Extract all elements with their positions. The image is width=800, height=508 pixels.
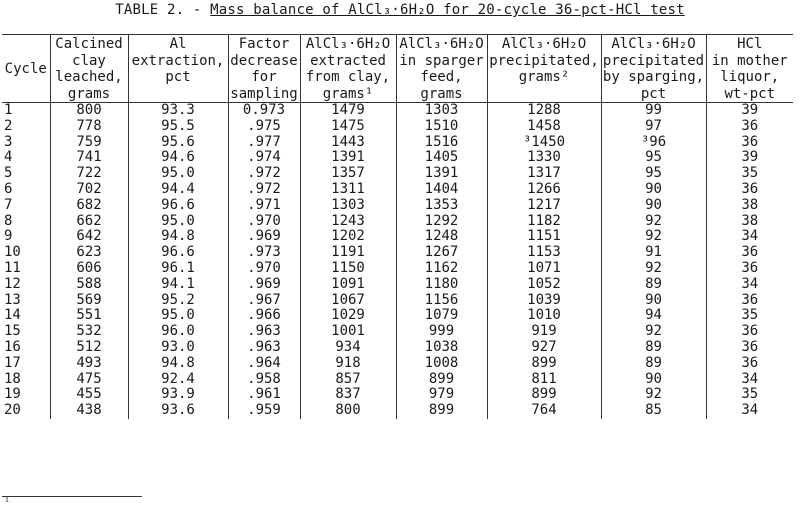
cell-clay: 662 [50, 214, 128, 230]
cell-hcl: 36 [741, 118, 759, 134]
cell-sparger: 1292 [396, 214, 487, 230]
cell-precip: 1151 [487, 229, 601, 245]
cell-clay: 759 [50, 135, 128, 151]
cell-sparger: 1353 [396, 198, 487, 214]
cell-precip: 764 [487, 403, 601, 419]
cell-precip_pct: ³96 [601, 135, 706, 151]
table-number: TABLE 2. - [115, 2, 211, 18]
cell-cycle: 18 [2, 372, 50, 388]
table-row [2, 356, 793, 372]
cell-cycle: 10 [2, 245, 50, 261]
cell-clay: 642 [50, 229, 128, 245]
cell-hcl: 34 [741, 229, 759, 245]
cell-cycle: 16 [2, 340, 50, 356]
cell-precip: 1317 [487, 166, 601, 182]
cell-precip_pct: 92 [601, 214, 706, 230]
cell-al: 95.0 [128, 308, 228, 324]
table-row [2, 182, 793, 198]
cell-cycle: 3 [2, 135, 50, 151]
cell-hcl: 36 [741, 260, 759, 276]
cell-precip_pct: 92 [601, 229, 706, 245]
cell-al: 95.0 [128, 214, 228, 230]
cell-sparger: 999 [396, 324, 487, 340]
cell-cycle: 7 [2, 198, 50, 214]
table-row [2, 229, 793, 245]
cell-hcl: 34 [741, 403, 759, 419]
cell-precip_pct: 90 [601, 293, 706, 309]
cell-extracted: 1150 [300, 261, 396, 277]
cell-sparger: 1391 [396, 166, 487, 182]
mass-balance-table [2, 34, 793, 419]
cell-cycle: 12 [2, 277, 50, 293]
cell-extracted: 934 [300, 340, 396, 356]
header-al: Al extraction, pct [128, 35, 228, 103]
cell-cycle: 8 [2, 214, 50, 230]
cell-factor: .963 [228, 340, 300, 356]
cell-precip: ³1450 [487, 135, 601, 151]
cell-al: 96.1 [128, 261, 228, 277]
cell-clay: 623 [50, 245, 128, 261]
cell-cycle: 11 [2, 261, 50, 277]
cell-hcl: 34 [741, 276, 759, 292]
cell-precip: 1039 [487, 293, 601, 309]
cell-precip_pct: 95 [601, 166, 706, 182]
header-precip: AlCl₃·6H₂O precipitated, grams² [487, 35, 601, 103]
cell-hcl: 36 [741, 355, 759, 371]
cell-clay: 532 [50, 324, 128, 340]
cell-extracted: 1443 [300, 135, 396, 151]
cell-hcl: 34 [741, 371, 759, 387]
header-factor: Factor decrease for sampling [228, 35, 300, 103]
cell-hcl: 35 [741, 387, 759, 403]
cell-hcl: 36 [741, 339, 759, 355]
cell-hcl: 39 [741, 150, 759, 166]
cell-factor: .974 [228, 150, 300, 166]
cell-sparger: 1248 [396, 229, 487, 245]
cell-cycle: 20 [2, 403, 50, 419]
cell-clay: 569 [50, 293, 128, 309]
cell-clay: 551 [50, 308, 128, 324]
table-row [2, 387, 793, 403]
cell-factor: .963 [228, 324, 300, 340]
cell-factor: .975 [228, 119, 300, 135]
cell-precip_pct: 90 [601, 182, 706, 198]
cell-precip: 1052 [487, 277, 601, 293]
header-hcl: HCl in mother liquor, wt-pct [706, 35, 793, 103]
table-row [2, 261, 793, 277]
cell-clay: 606 [50, 261, 128, 277]
cell-sparger: 1267 [396, 245, 487, 261]
cell-hcl: 38 [741, 213, 759, 229]
cell-clay: 741 [50, 150, 128, 166]
cell-hcl: 36 [741, 134, 759, 150]
cell-al: 96.6 [128, 245, 228, 261]
cell-sparger: 979 [396, 387, 487, 403]
cell-sparger: 1516 [396, 135, 487, 151]
table-row [2, 277, 793, 293]
cell-sparger: 1008 [396, 356, 487, 372]
cell-al: 93.3 [128, 103, 228, 119]
table-row [2, 150, 793, 166]
cell-al: 93.6 [128, 403, 228, 419]
cell-clay: 455 [50, 387, 128, 403]
header-cycle: Cycle [2, 35, 50, 103]
cell-precip_pct: 89 [601, 356, 706, 372]
table-row [2, 372, 793, 388]
cell-sparger: 1180 [396, 277, 487, 293]
cell-factor: 0.973 [228, 103, 300, 119]
cell-precip_pct: 85 [601, 403, 706, 419]
cell-precip: 899 [487, 387, 601, 403]
cell-clay: 682 [50, 198, 128, 214]
cell-hcl: 35 [741, 166, 759, 182]
cell-precip_pct: 97 [601, 119, 706, 135]
cell-precip_pct: 92 [601, 324, 706, 340]
cell-factor: .959 [228, 403, 300, 419]
cell-factor: .977 [228, 135, 300, 151]
cell-cycle: 13 [2, 293, 50, 309]
cell-precip: 919 [487, 324, 601, 340]
table-body [2, 103, 793, 419]
cell-clay: 702 [50, 182, 128, 198]
cell-cycle: 19 [2, 387, 50, 403]
cell-clay: 722 [50, 166, 128, 182]
table-row [2, 403, 793, 419]
cell-precip_pct: 99 [601, 103, 706, 119]
cell-al: 94.4 [128, 182, 228, 198]
cell-al: 93.0 [128, 340, 228, 356]
cell-factor: .969 [228, 277, 300, 293]
cell-extracted: 1029 [300, 308, 396, 324]
table-row [2, 293, 793, 309]
cell-precip: 1458 [487, 119, 601, 135]
cell-hcl: 38 [741, 197, 759, 213]
cell-precip_pct: 90 [601, 198, 706, 214]
cell-cycle: 15 [2, 324, 50, 340]
cell-clay: 512 [50, 340, 128, 356]
cell-extracted: 857 [300, 372, 396, 388]
cell-sparger: 1162 [396, 261, 487, 277]
cell-al: 95.0 [128, 166, 228, 182]
cell-hcl: 36 [741, 245, 759, 261]
cell-al: 92.4 [128, 372, 228, 388]
cell-cycle: 5 [2, 166, 50, 182]
cell-factor: .967 [228, 293, 300, 309]
footnote: ¹ [4, 497, 11, 508]
cell-precip_pct: 89 [601, 277, 706, 293]
cell-extracted: 1311 [300, 182, 396, 198]
cell-clay: 438 [50, 403, 128, 419]
cell-sparger: 1079 [396, 308, 487, 324]
cell-precip: 1330 [487, 150, 601, 166]
cell-al: 95.5 [128, 119, 228, 135]
cell-precip: 1071 [487, 261, 601, 277]
cell-extracted: 1191 [300, 245, 396, 261]
table-caption: Mass balance of AlCl₃·6H₂O for 20-cycle 36-pct-HCl test [210, 2, 685, 18]
table-row [2, 340, 793, 356]
cell-hcl: 35 [741, 308, 759, 324]
cell-clay: 778 [50, 119, 128, 135]
cell-precip_pct: 92 [601, 387, 706, 403]
cell-precip: 1217 [487, 198, 601, 214]
table-title [0, 2, 800, 18]
cell-cycle: 2 [2, 119, 50, 135]
cell-extracted: 1479 [300, 103, 396, 119]
cell-sparger: 1405 [396, 150, 487, 166]
cell-sparger: 899 [396, 403, 487, 419]
cell-sparger: 1404 [396, 182, 487, 198]
cell-extracted: 837 [300, 387, 396, 403]
cell-clay: 588 [50, 277, 128, 293]
cell-cycle: 9 [2, 229, 50, 245]
cell-al: 94.1 [128, 277, 228, 293]
cell-precip_pct: 92 [601, 261, 706, 277]
header-sparger: AlCl₃·6H₂O in sparger feed, grams [396, 35, 487, 103]
table-row [2, 245, 793, 261]
cell-extracted: 918 [300, 356, 396, 372]
cell-hcl: 36 [741, 324, 759, 340]
cell-extracted: 1475 [300, 119, 396, 135]
cell-sparger: 1510 [396, 119, 487, 135]
cell-cycle: 17 [2, 356, 50, 372]
cell-extracted: 1091 [300, 277, 396, 293]
cell-al: 95.2 [128, 293, 228, 309]
cell-factor: .970 [228, 261, 300, 277]
cell-precip_pct: 95 [601, 150, 706, 166]
cell-factor: .969 [228, 229, 300, 245]
cell-factor: .958 [228, 372, 300, 388]
cell-precip: 927 [487, 340, 601, 356]
cell-sparger: 1156 [396, 293, 487, 309]
header-row [2, 35, 793, 103]
table-row [2, 214, 793, 230]
cell-precip: 1153 [487, 245, 601, 261]
table-row [2, 166, 793, 182]
cell-al: 93.9 [128, 387, 228, 403]
cell-extracted: 1357 [300, 166, 396, 182]
cell-al: 94.6 [128, 150, 228, 166]
table-row [2, 308, 793, 324]
cell-hcl: 39 [741, 102, 759, 118]
cell-sparger: 899 [396, 372, 487, 388]
table-row [2, 198, 793, 214]
cell-hcl: 36 [741, 292, 759, 308]
cell-extracted: 800 [300, 403, 396, 419]
header-extracted: AlCl₃·6H₂O extracted from clay, grams¹ [300, 35, 396, 103]
table-row [2, 135, 793, 151]
table-row [2, 103, 793, 119]
cell-factor: .966 [228, 308, 300, 324]
cell-hcl: 36 [741, 181, 759, 197]
cell-extracted: 1303 [300, 198, 396, 214]
cell-factor: .972 [228, 182, 300, 198]
cell-precip_pct: 94 [601, 308, 706, 324]
header-clay: Calcined clay leached, grams [50, 35, 128, 103]
cell-sparger: 1303 [396, 103, 487, 119]
table-row [2, 119, 793, 135]
cell-clay: 800 [50, 103, 128, 119]
cell-precip: 1288 [487, 103, 601, 119]
cell-cycle: 4 [2, 150, 50, 166]
cell-al: 94.8 [128, 356, 228, 372]
cell-extracted: 1391 [300, 150, 396, 166]
cell-clay: 493 [50, 356, 128, 372]
cell-precip: 1266 [487, 182, 601, 198]
table-row [2, 324, 793, 340]
cell-precip: 811 [487, 372, 601, 388]
cell-al: 94.8 [128, 229, 228, 245]
header-precip-pct: AlCl₃·6H₂O precipitated by sparging, pct [602, 36, 705, 102]
cell-extracted: 1202 [300, 229, 396, 245]
cell-precip: 899 [487, 356, 601, 372]
cell-al: 96.6 [128, 198, 228, 214]
cell-al: 96.0 [128, 324, 228, 340]
cell-cycle: 6 [2, 182, 50, 198]
cell-factor: .972 [228, 166, 300, 182]
cell-precip: 1010 [487, 308, 601, 324]
footnote-rule [2, 496, 142, 497]
cell-factor: .961 [228, 387, 300, 403]
cell-precip_pct: 89 [601, 340, 706, 356]
cell-precip: 1182 [487, 214, 601, 230]
cell-factor: .970 [228, 214, 300, 230]
cell-extracted: 1067 [300, 293, 396, 309]
cell-factor: .973 [228, 245, 300, 261]
cell-factor: .971 [228, 198, 300, 214]
cell-precip_pct: 91 [601, 245, 706, 261]
cell-sparger: 1038 [396, 340, 487, 356]
cell-extracted: 1001 [300, 324, 396, 340]
cell-factor: .964 [228, 356, 300, 372]
cell-cycle: 1 [2, 103, 50, 119]
cell-extracted: 1243 [300, 214, 396, 230]
cell-al: 95.6 [128, 135, 228, 151]
cell-clay: 475 [50, 372, 128, 388]
cell-cycle: 14 [2, 308, 50, 324]
cell-precip_pct: 90 [601, 372, 706, 388]
